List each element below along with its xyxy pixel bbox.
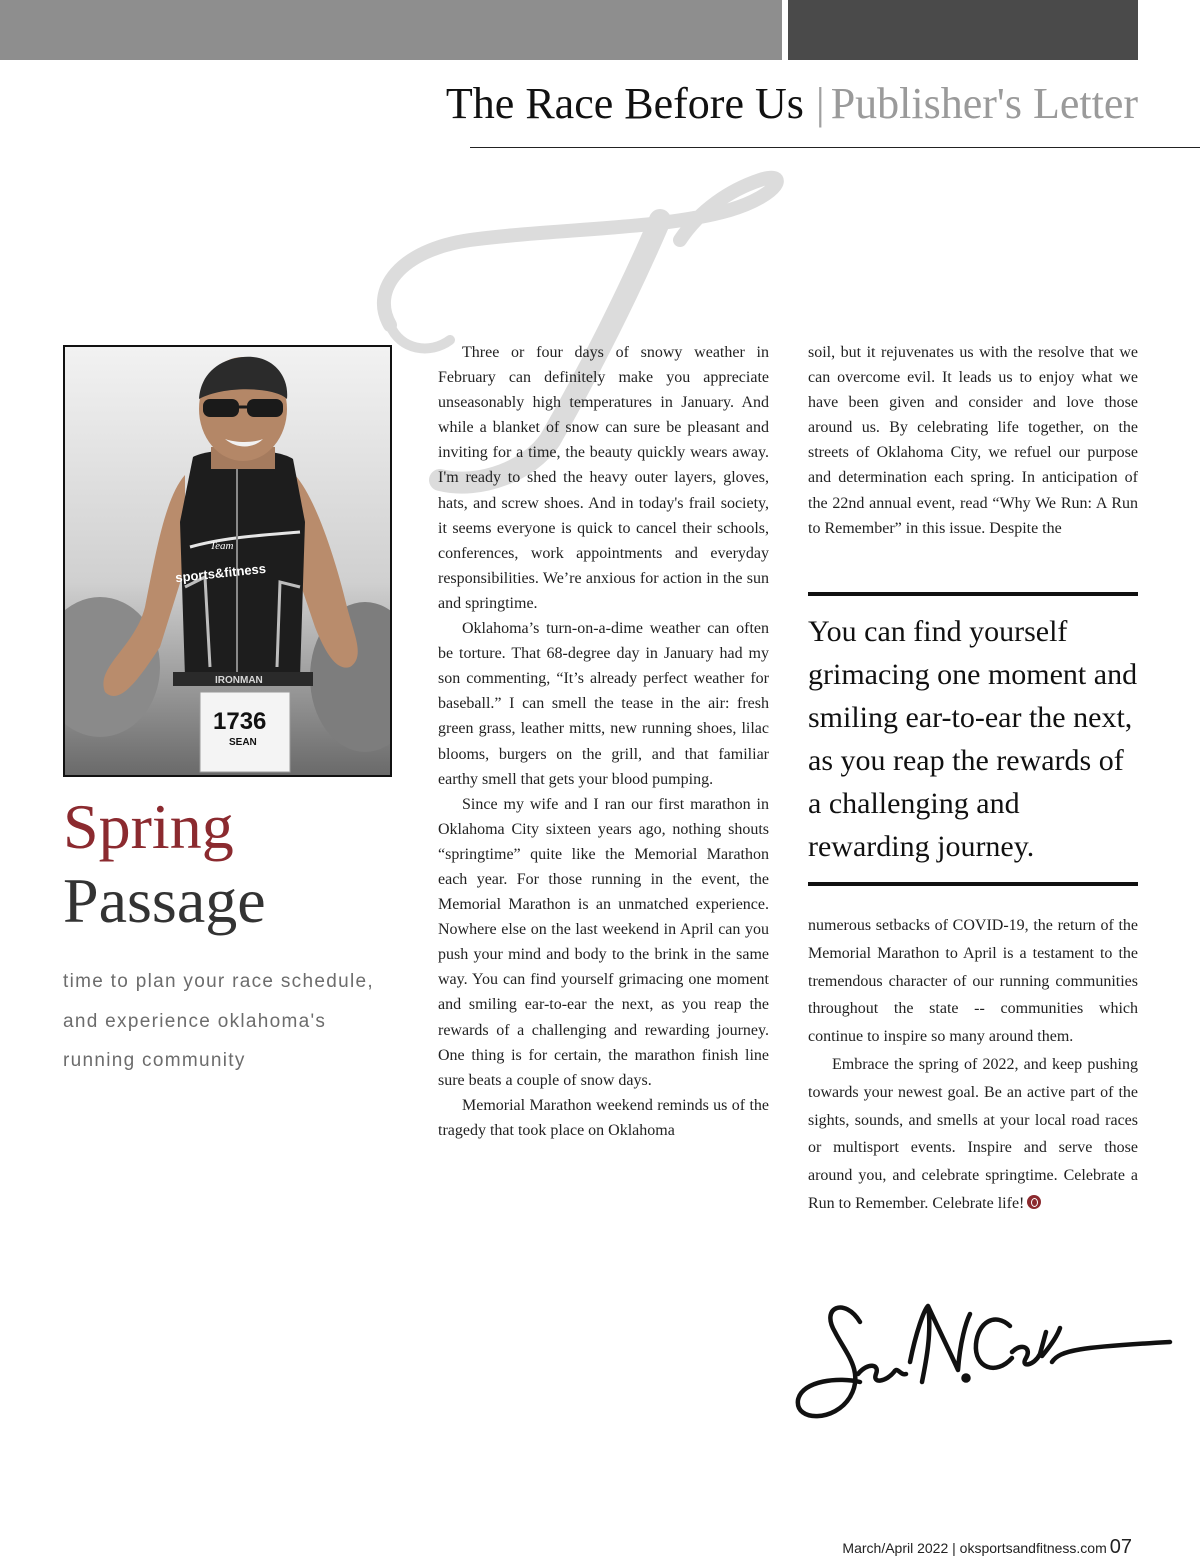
- article-paragraph: soil, but it rejuvenates us with the resolve that we can overcome evil. It leads us to enjoy what we have been given and consider and love those around us. By celebrating life together, on the streets of Oklahoma City, we refuel our purpose and determination each spring. In anticipation of the 22nd annual event, read “Why We Run: A Run to Remember” in this issue. Despite the: [808, 344, 1138, 537]
- footer-website: oksportsandfitness.com: [959, 1540, 1107, 1556]
- article-paragraph: numerous setbacks of COVID-19, the return of the Memorial Marathon to April is a testament to the tremendous character of our running communities throughout the state -- communities which continue to inspire so many around them.: [808, 917, 1138, 1046]
- runner-photo: [63, 345, 392, 777]
- page-number: 07: [1109, 1536, 1132, 1558]
- jersey-team-text: Team: [210, 540, 234, 552]
- section-title: The Race Before Us: [445, 79, 804, 128]
- article-closing-paragraph: [808, 1051, 1138, 1218]
- article-paragraph: Oklahoma’s turn-on-a-dime weather can often be torture. That 68-degree day in January had my son commenting, “It’s already perfect weather for baseball.” I can smell the tease in the air: fresh green grass, leather mitts, new running shoes, lilac blooms, burgers on the grill, and that familiar earthy smell that gets your blood pumping.: [438, 620, 769, 788]
- article-column-b-bottom: [808, 912, 1138, 1218]
- top-bar-dark: [788, 0, 1138, 60]
- feature-title-line1: Spring: [63, 791, 234, 862]
- belt-text: IRONMAN: [215, 675, 263, 686]
- feature-title-line2: Passage: [63, 865, 266, 936]
- article-paragraph: Since my wife and I ran our first marathon in Oklahoma City sixteen years ago, nothing shouts “springtime” quite like the Memorial Marathon each year. For those running in the event, the Memorial Marathon is an unmatched experience. Nowhere else on the last weekend in April can you push your mind and body to the brink in the same way. You can find yourself grimacing one moment and smiling ear-to-ear the next, as you reap the rewards of a challenging and rewarding journey. One thing is for certain, the marathon finish line sure beats a couple of snow days.: [438, 795, 769, 1089]
- section-name: Publisher's Letter: [830, 79, 1138, 128]
- publisher-signature: [790, 1292, 1180, 1432]
- header-separator: |: [815, 79, 825, 128]
- end-mark-icon: [1027, 1195, 1041, 1209]
- article-column-b-top: [808, 340, 1138, 541]
- bib-number: 1736: [213, 708, 267, 735]
- bib-name: SEAN: [229, 737, 257, 748]
- jersey-brand-text: sports&fitness: [174, 560, 267, 586]
- feature-subtitle: time to plan your race schedule, and experience oklahoma's running community: [63, 971, 374, 1071]
- article-paragraph: Memorial Marathon weekend reminds us of the tragedy that took place on Oklahoma: [438, 1096, 769, 1139]
- page-footer: [842, 1536, 1132, 1558]
- article-closing-text: Embrace the spring of 2022, and keep pushing towards your newest goal. Be an active part of the sights, sounds, and smells at your local road races or multisport events. Inspire and serve those around you, and celebrate springtime. Celebrate a Run to Remember. Celebrate life!: [808, 1055, 1138, 1212]
- feature-title: [63, 790, 266, 938]
- pull-quote-bottom-rule: [808, 882, 1138, 886]
- pull-quote-top-rule: [808, 592, 1138, 596]
- footer-separator: |: [952, 1540, 956, 1556]
- page-header: [446, 80, 1138, 128]
- pull-quote: You can find yourself grimacing one moment and smiling ear-to-ear the next, as you reap the rewards of a challenging and rewarding journey.: [808, 615, 1138, 863]
- article-paragraph: Three or four days of snowy weather in February can definitely make you appreciate unseasonably high temperatures in January. And while a blanket of snow can sure be pleasant and inviting for a time, the beauty quickly wears away. I'm ready to shed the heavy outer layers, gloves, hats, and screw shoes. And in today's frail society, it seems everyone is quick to cancel their schools, conferences, work appointments and everyday responsibilities. We’re anxious for action in the sun and springtime.: [438, 344, 769, 612]
- article-column-a: [438, 340, 769, 1143]
- footer-issue: March/April 2022: [842, 1540, 949, 1556]
- top-bar-light: [0, 0, 782, 60]
- header-rule: [470, 147, 1200, 148]
